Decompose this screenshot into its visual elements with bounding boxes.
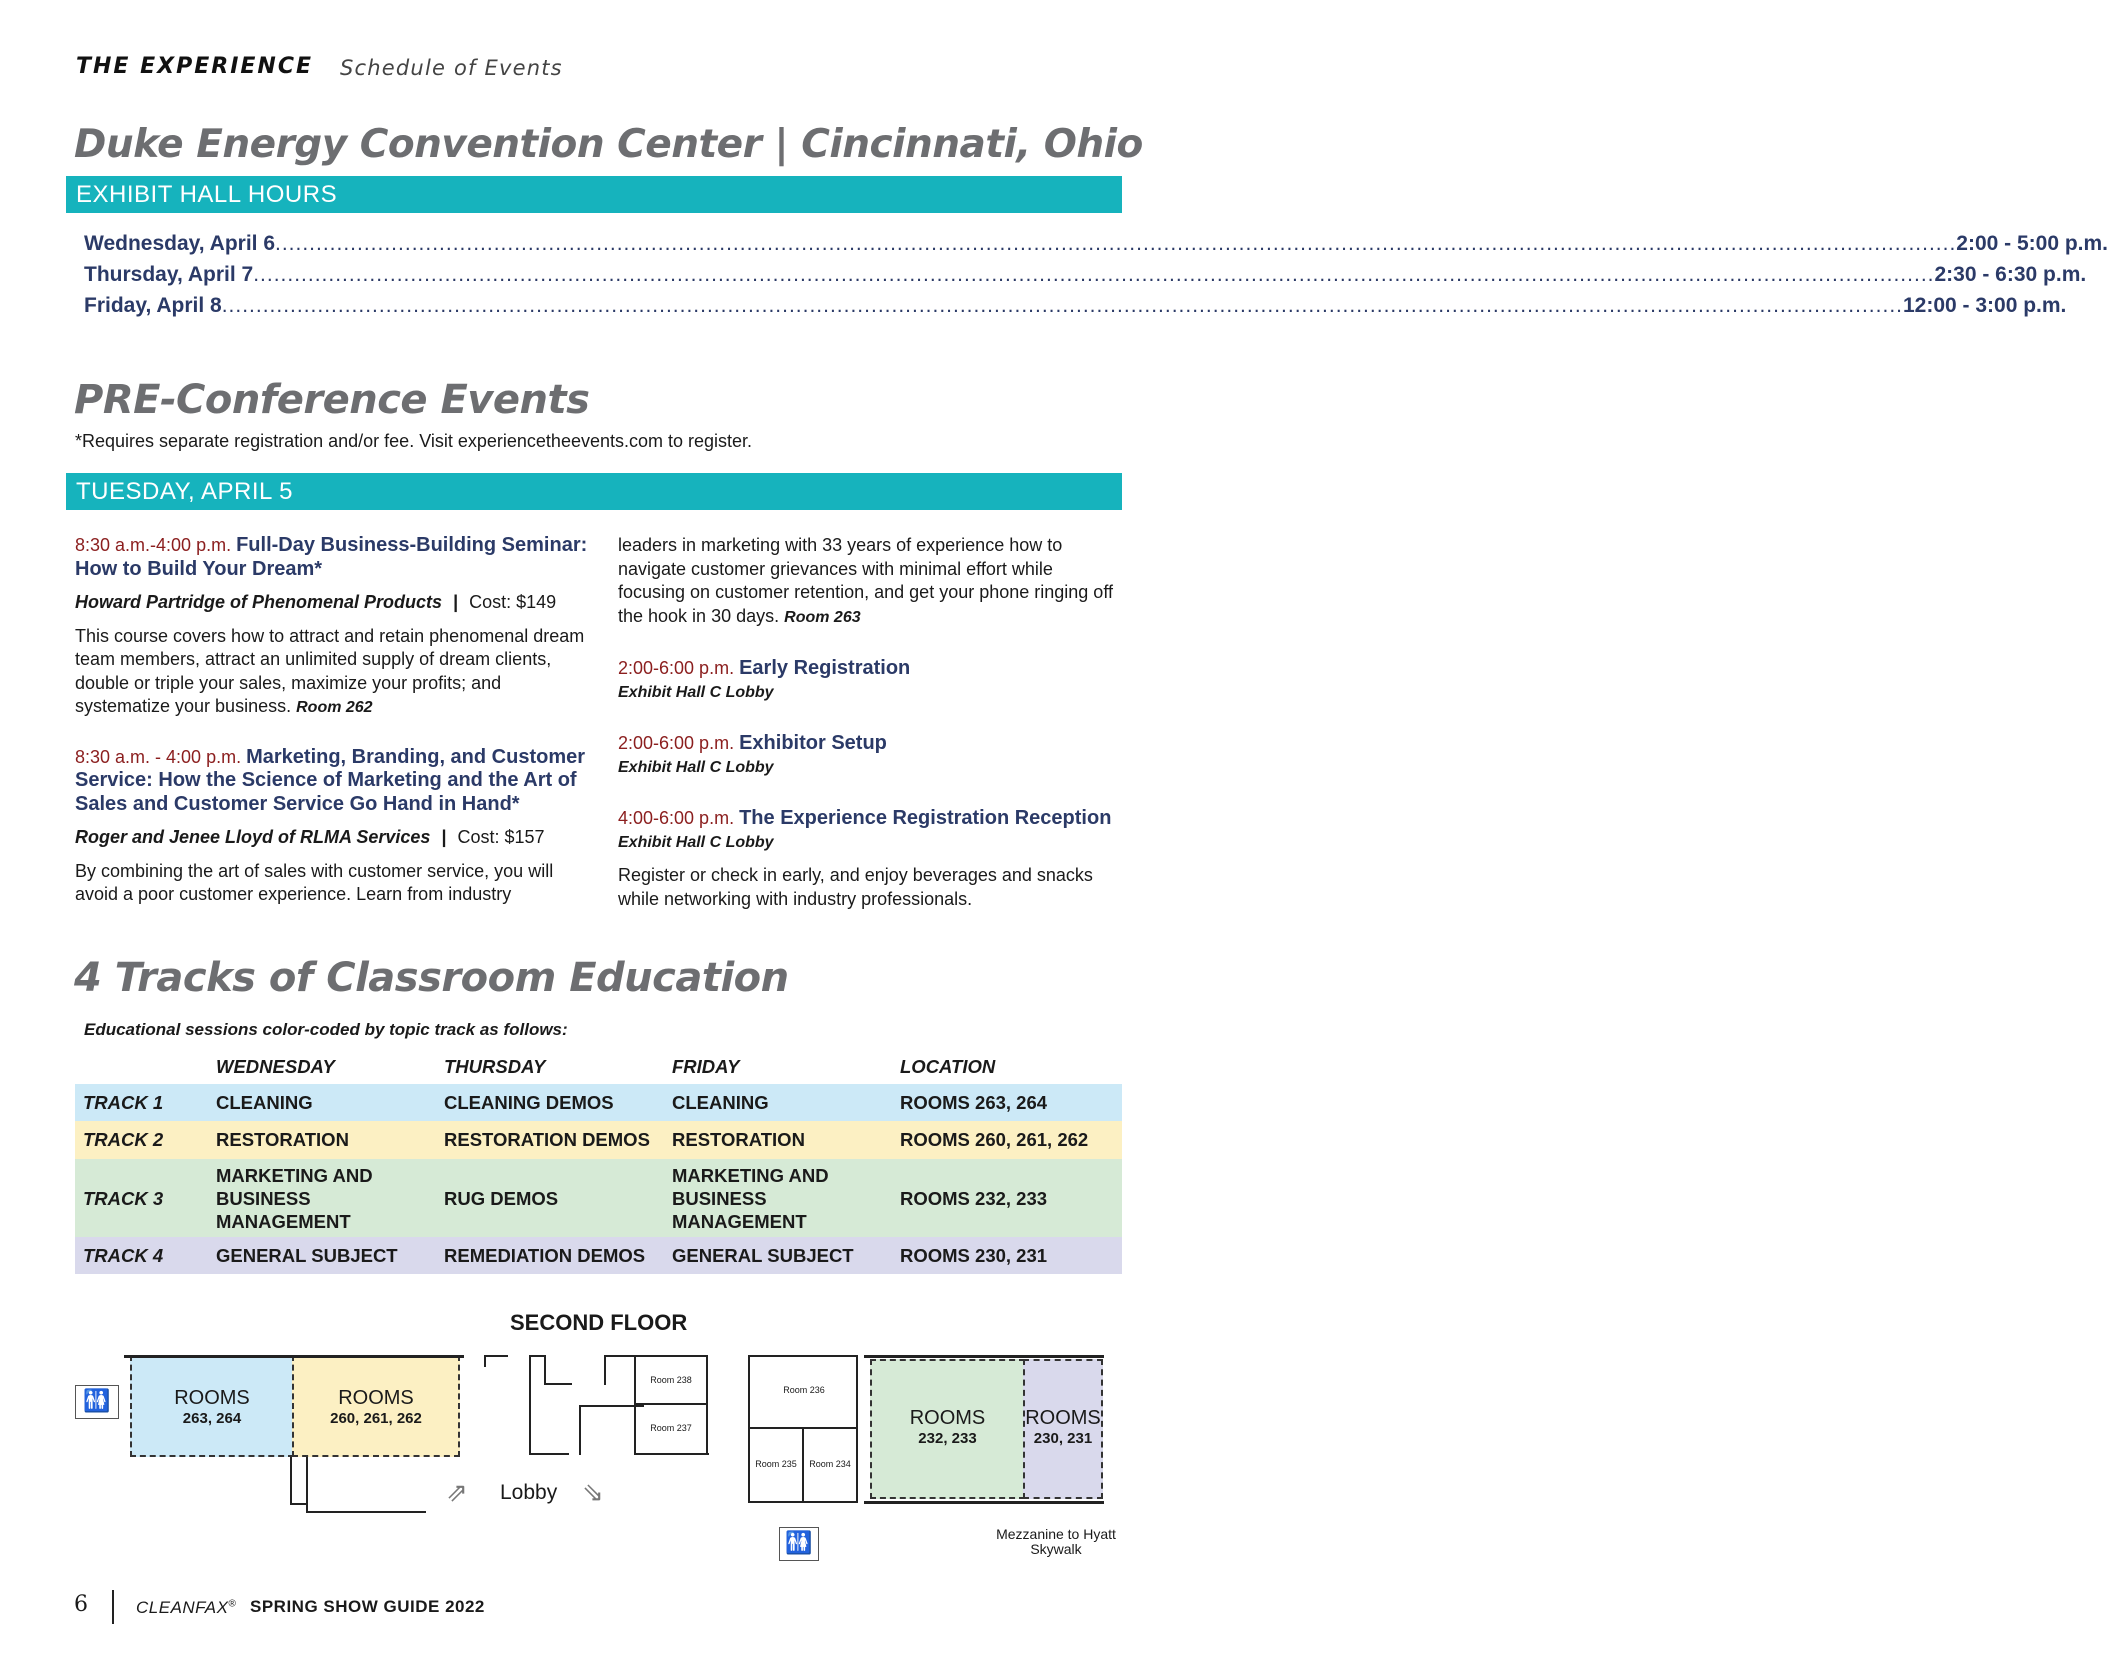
event-description: Register or check in early, and enjoy beverages and snacks while networking with industry professionals. (618, 865, 1093, 909)
room-numbers: 260, 261, 262 (330, 1410, 422, 1427)
pre-events-right-column (618, 534, 1123, 911)
track-cell: REMEDIATION DEMOS (444, 1244, 646, 1266)
wall (124, 1355, 464, 1358)
track-cell: RESTORATION (672, 1129, 805, 1150)
wall (864, 1501, 1104, 1504)
room-237-label: Room 237 (650, 1423, 692, 1433)
event-time: 2:00-6:00 p.m. (618, 733, 735, 753)
page-number: 6 (74, 1592, 88, 1617)
hours-day: Thursday, April 7 (84, 263, 254, 286)
room-238-label: Room 238 (650, 1375, 692, 1385)
room-label: ROOMS (338, 1387, 414, 1409)
hours-time: 2:00 - 5:00 p.m. (1956, 232, 2108, 255)
event-location: Exhibit Hall C Lobby (618, 758, 774, 776)
publication-title: SPRING SHOW GUIDE 2022 (250, 1597, 485, 1616)
rooms-230-231 (1023, 1359, 1103, 1499)
tracks-header-row (75, 1050, 1122, 1084)
track-row (75, 1121, 1122, 1159)
brand-name: CLEANFAX (136, 1598, 229, 1617)
floorplan-title: SECOND FLOOR (510, 1310, 688, 1335)
track-location: ROOMS 263, 264 (900, 1091, 1048, 1113)
wall (579, 1405, 581, 1455)
rooms-237-238 (634, 1355, 708, 1455)
registration-note: *Requires separate registration and/or fee. Visit experiencetheevents.com to register. (75, 431, 753, 451)
rooms-260-261-262 (292, 1355, 460, 1457)
room-235-label: Room 235 (755, 1459, 797, 1469)
wall (290, 1503, 306, 1505)
venue-title: Duke Energy Convention Center | Cincinnati, Ohio (74, 122, 1143, 167)
corner-cell (75, 1050, 208, 1084)
track-cell: MARKETING AND BUSINESS MANAGEMENT (672, 1164, 829, 1232)
hours-time: 2:30 - 6:30 p.m. (1934, 263, 2087, 286)
wall (484, 1355, 508, 1357)
presenter-name: Howard Partridge of Phenomenal Products (75, 592, 443, 612)
hours-day: Wednesday, April 6 (84, 232, 275, 255)
room-label: ROOMS (174, 1387, 250, 1409)
restroom-icon: 🚻 (779, 1527, 819, 1561)
event-description-continued (618, 534, 1123, 629)
wall (634, 1403, 708, 1405)
track-row (75, 1159, 1122, 1237)
exhibit-hours-list (84, 232, 2108, 325)
column-header: FRIDAY (672, 1056, 740, 1077)
track-location: ROOMS 260, 261, 262 (900, 1129, 1089, 1150)
presenter-name: Roger and Jenee Lloyd of RLMA Services (75, 827, 431, 847)
mezzanine-label (986, 1527, 1126, 1557)
hours-row (84, 294, 2067, 325)
event-description: By combining the art of sales with customer service, you will avoid a poor customer experience. Learn from industry (75, 860, 554, 904)
event-cost: Cost: $157 (457, 827, 545, 847)
wall (529, 1355, 545, 1357)
restroom-icon: 🚻 (75, 1385, 119, 1419)
leader-dots: ...................................................................................................................................................................................................................................................... (253, 263, 1935, 286)
registered-mark: ® (228, 1598, 237, 1610)
track-cell: GENERAL SUBJECT (216, 1244, 398, 1266)
rooms-232-233 (870, 1359, 1025, 1499)
room-label: ROOMS (909, 1407, 986, 1429)
event-description (75, 625, 595, 720)
room-numbers: 232, 233 (918, 1430, 977, 1447)
track-label: TRACK 1 (83, 1091, 164, 1113)
track-row (75, 1084, 1122, 1121)
exhibit-hours-bar: EXHIBIT HALL HOURS (66, 176, 1122, 213)
tracks-intro: Educational sessions color-coded by topic track as follows: (84, 1020, 568, 1039)
event-location: Exhibit Hall C Lobby (618, 683, 774, 701)
room-numbers: 263, 264 (182, 1410, 242, 1427)
publication-brand (136, 1598, 236, 1618)
room-label: ROOMS (1025, 1407, 1101, 1429)
track-cell: RESTORATION DEMOS (444, 1129, 650, 1150)
wall (544, 1383, 572, 1385)
subsection-header: Schedule of Events (340, 56, 563, 80)
track-cell: MARKETING AND BUSINESS MANAGEMENT (216, 1164, 373, 1232)
wall (306, 1457, 308, 1513)
event-location: Exhibit Hall C Lobby (618, 833, 774, 851)
mezzanine-line: Skywalk (1030, 1541, 1082, 1557)
track-cell: RUG DEMOS (444, 1187, 559, 1209)
tracks-title: 4 Tracks of Classroom Education (74, 955, 789, 1001)
lobby-label: Lobby (500, 1481, 558, 1504)
separator: | (453, 592, 459, 612)
track-cell: GENERAL SUBJECT (672, 1244, 854, 1266)
hours-time: 12:00 - 3:00 p.m. (1902, 294, 2067, 317)
room-numbers: 230, 231 (1033, 1430, 1093, 1447)
event-room: Room 262 (296, 699, 373, 716)
track-cell: CLEANING DEMOS (444, 1091, 614, 1113)
track-location: ROOMS 230, 231 (900, 1244, 1048, 1266)
event-time: 8:30 a.m. - 4:00 p.m. (75, 746, 242, 767)
event-heading (618, 732, 1123, 756)
column-header: LOCATION (900, 1056, 996, 1077)
event-title: The Experience Registration Reception (739, 807, 1112, 829)
track-location: ROOMS 232, 233 (900, 1187, 1048, 1209)
wall (529, 1355, 531, 1455)
track-label: TRACK 4 (83, 1244, 164, 1266)
track-cell: CLEANING (672, 1091, 769, 1113)
description-text: This course covers how to attract and retain phenomenal dream team members, attract an unlimited supply of dream clients, double or triple your sales, maximize your profits; and systematize your business. (75, 625, 585, 716)
room-236-label: Room 236 (783, 1385, 825, 1395)
track-cell: RESTORATION (216, 1129, 349, 1150)
track-cell: CLEANING (216, 1091, 313, 1113)
wall (290, 1457, 292, 1505)
pre-conference-title: PRE-Conference Events (74, 377, 590, 423)
column-header: WEDNESDAY (216, 1056, 335, 1077)
event-room: Room 263 (784, 608, 861, 626)
track-label: TRACK 3 (83, 1187, 164, 1209)
track-label: TRACK 2 (83, 1129, 164, 1150)
rooms-263-264 (130, 1355, 294, 1457)
mezzanine-line: Mezzanine to Hyatt (996, 1526, 1116, 1542)
wall (529, 1453, 569, 1455)
escalator-icon: ⇗ (446, 1477, 468, 1507)
leader-dots: ...................................................................................................................................................................................................................................................... (275, 232, 1957, 255)
room-234-label: Room 234 (809, 1459, 851, 1469)
wall (544, 1355, 546, 1385)
hours-day: Friday, April 8 (84, 294, 222, 317)
event-cost: Cost: $149 (469, 592, 557, 612)
event-heading (75, 534, 595, 581)
event-title: Full-Day Business-Building Seminar: How to Build Your Dream* (75, 534, 588, 580)
footer-divider (112, 1590, 114, 1624)
leader-dots: ...................................................................................................................................................................................................................................................... (221, 294, 1903, 317)
wall (864, 1355, 1104, 1358)
separator: | (441, 827, 447, 847)
escalator-icon: ⇘ (582, 1477, 604, 1507)
event-title: Marketing, Branding, and Customer Service: How the Science of Marketing and the Art of Sales and Customer Service Go Hand in Hand* (75, 745, 586, 815)
event-heading (75, 746, 595, 817)
track-row (75, 1237, 1122, 1274)
second-floor-map (74, 1355, 1134, 1555)
wall (604, 1355, 634, 1357)
tracks-table (75, 1050, 1122, 1274)
event-title: Exhibitor Setup (739, 732, 887, 754)
section-header: THE EXPERIENCE (76, 54, 313, 79)
event-time: 8:30 a.m.-4:00 p.m. (75, 535, 232, 555)
event-time: 4:00-6:00 p.m. (618, 808, 735, 828)
hours-row (84, 263, 2087, 294)
wall (604, 1355, 606, 1385)
column-header: THURSDAY (444, 1056, 546, 1077)
event-heading (618, 807, 1123, 831)
event-time: 2:00-6:00 p.m. (618, 658, 735, 678)
pre-events-left-column (75, 534, 595, 907)
tuesday-bar: TUESDAY, APRIL 5 (66, 473, 1122, 510)
wall (306, 1511, 426, 1513)
event-title: Early Registration (739, 657, 911, 679)
event-heading (618, 657, 1123, 681)
description-text: leaders in marketing with 33 years of experience how to navigate customer grievances with minimal effort while focusing on customer retention, and get your phone ringing off the hook in 30 days. (618, 535, 1113, 626)
hours-row (84, 232, 2108, 263)
event-presenter-line (75, 826, 595, 850)
event-presenter-line (75, 591, 595, 615)
